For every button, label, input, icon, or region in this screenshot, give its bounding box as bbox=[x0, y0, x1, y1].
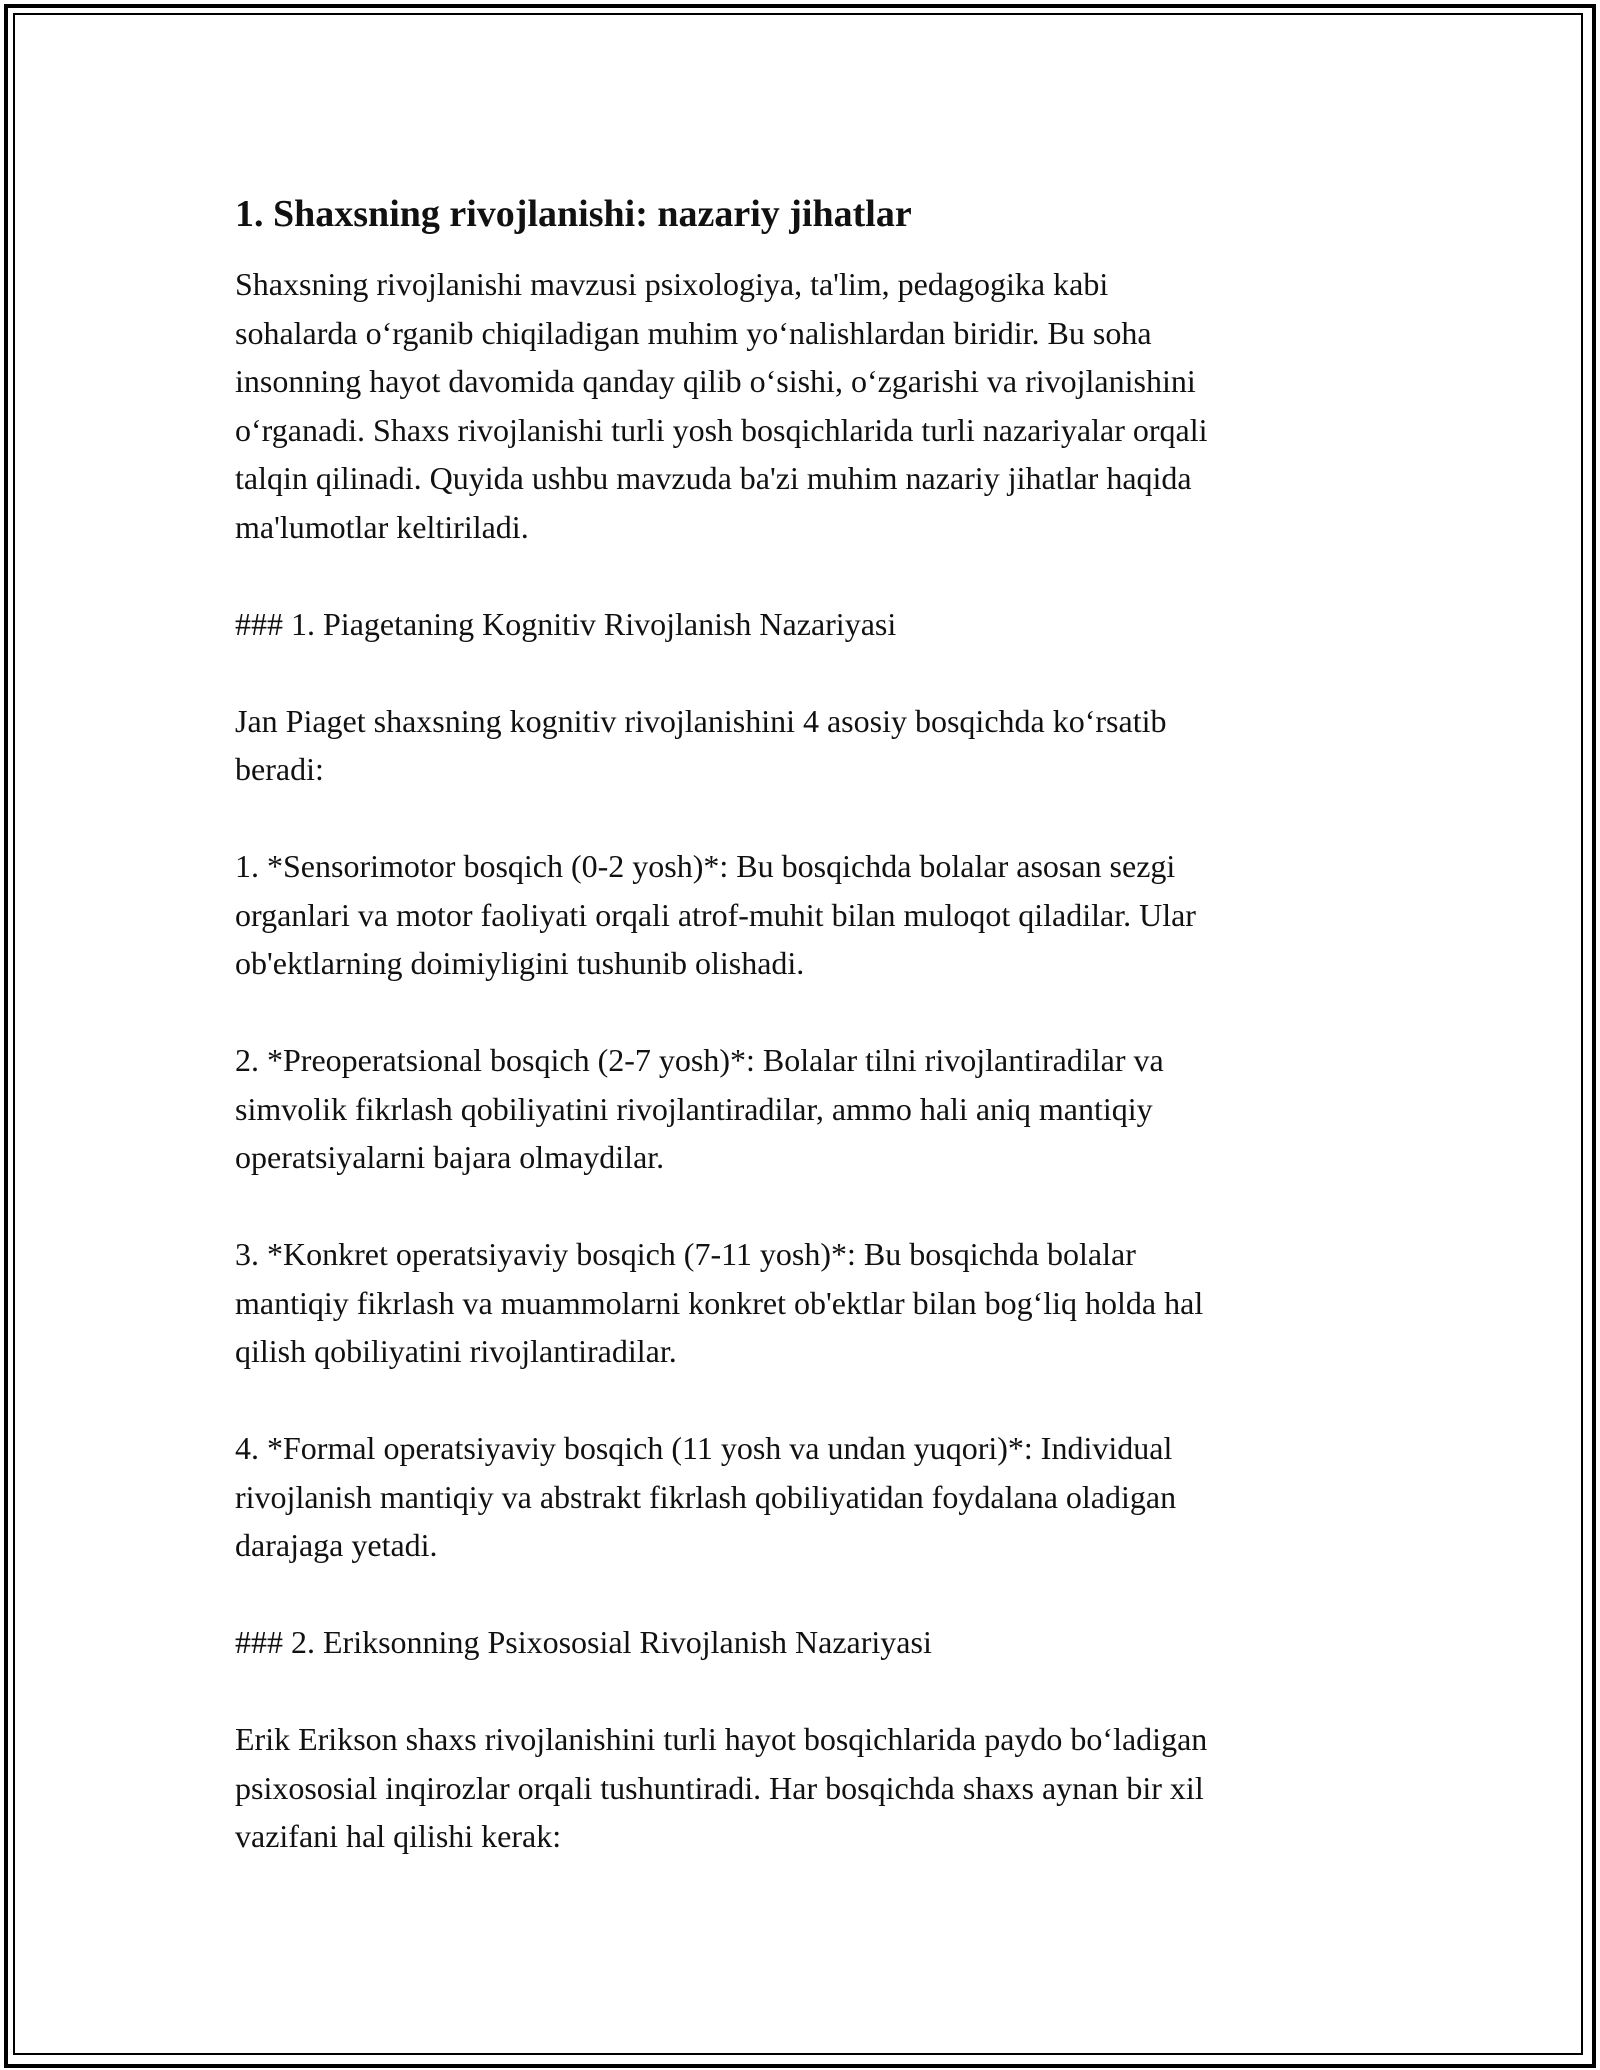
section-heading-piaget bbox=[235, 600, 1370, 649]
text-line: operatsiyalarni bajara olmaydilar. bbox=[235, 1139, 665, 1175]
intro-paragraph bbox=[235, 260, 1370, 551]
text-line: 3. *Konkret operatsiyaviy bosqich (7-11 yosh)*: Bu bosqichda bolalar bbox=[235, 1236, 1136, 1272]
text-line: simvolik fikrlash qobiliyatini rivojlantiradilar, ammo hali aniq mantiqiy bbox=[235, 1090, 1153, 1127]
text-line: vazifani hal qilishi kerak: bbox=[235, 1818, 562, 1854]
text-line: beradi: bbox=[235, 751, 324, 787]
list-item-sensorimotor bbox=[235, 842, 1370, 988]
text-line: Jan Piaget shaxsning kognitiv rivojlanishini 4 asosiy bosqichda ko‘rsatib bbox=[235, 702, 1167, 739]
text-line: 4. *Formal operatsiyaviy bosqich (11 yosh va undan yuqori)*: Individual bbox=[235, 1430, 1173, 1466]
text-line: ma'lumotlar keltiriladi. bbox=[235, 508, 529, 545]
text-line: Erik Erikson shaxs rivojlanishini turli hayot bosqichlarida paydo bo‘ladigan bbox=[235, 1721, 1208, 1757]
text-line: 1. *Sensorimotor bosqich (0-2 yosh)*: Bu bosqichda bolalar asosan sezgi bbox=[235, 848, 1176, 884]
list-item-formal-operational bbox=[235, 1424, 1370, 1570]
text-line: insonning hayot davomida qanday qilib o‘sishi, o‘zgarishi va rivojlanishini bbox=[235, 363, 1196, 399]
text-line: rivojlanish mantiqiy va abstrakt fikrlash qobiliyatidan foydalana oladigan bbox=[235, 1478, 1177, 1515]
text-line: ob'ektlarning doimiyligini tushunib olishadi. bbox=[235, 945, 805, 981]
text-line: Shaxsning rivojlanishi mavzusi psixologiya, ta'lim, pedagogika kabi bbox=[235, 266, 1109, 302]
erikson-intro-paragraph bbox=[235, 1715, 1370, 1861]
section-heading-erikson bbox=[235, 1618, 1370, 1667]
text-line: qilish qobiliyatini rivojlantiradilar. bbox=[235, 1333, 677, 1369]
text-line: psixososial inqirozlar orqali tushuntiradi. Har bosqichda shaxs aynan bir xil bbox=[235, 1769, 1204, 1806]
document-title: 1. Shaxsning rivojlanishi: nazariy jihatlar bbox=[235, 193, 912, 235]
list-item-concrete-operational bbox=[235, 1230, 1370, 1376]
text-line: ### 2. Eriksonning Psixososial Rivojlanish Nazariyasi bbox=[235, 1624, 932, 1660]
text-line: organlari va motor faoliyati orqali atrof-muhit bilan muloqot qiladilar. Ular bbox=[235, 896, 1196, 933]
list-item-preoperational bbox=[235, 1036, 1370, 1182]
text-line: ### 1. Piagetaning Kognitiv Rivojlanish Nazariyasi bbox=[235, 605, 897, 642]
text-line: darajaga yetadi. bbox=[235, 1527, 438, 1563]
text-line: sohalarda o‘rganib chiqiladigan muhim yo‘nalishlardan biridir. Bu soha bbox=[235, 314, 1152, 351]
piaget-intro-paragraph bbox=[235, 697, 1370, 794]
text-line: o‘rganadi. Shaxs rivojlanishi turli yosh bosqichlarida turli nazariyalar orqali bbox=[235, 411, 1208, 448]
text-line: 2. *Preoperatsional bosqich (2-7 yosh)*: Bolalar tilni rivojlantiradilar va bbox=[235, 1042, 1164, 1078]
text-line: talqin qilinadi. Quyida ushbu mavzuda ba'zi muhim nazariy jihatlar haqida bbox=[235, 460, 1192, 496]
document-body bbox=[235, 186, 1370, 1909]
text-line: mantiqiy fikrlash va muammolarni konkret ob'ektlar bilan bog‘liq holda hal bbox=[235, 1284, 1204, 1321]
